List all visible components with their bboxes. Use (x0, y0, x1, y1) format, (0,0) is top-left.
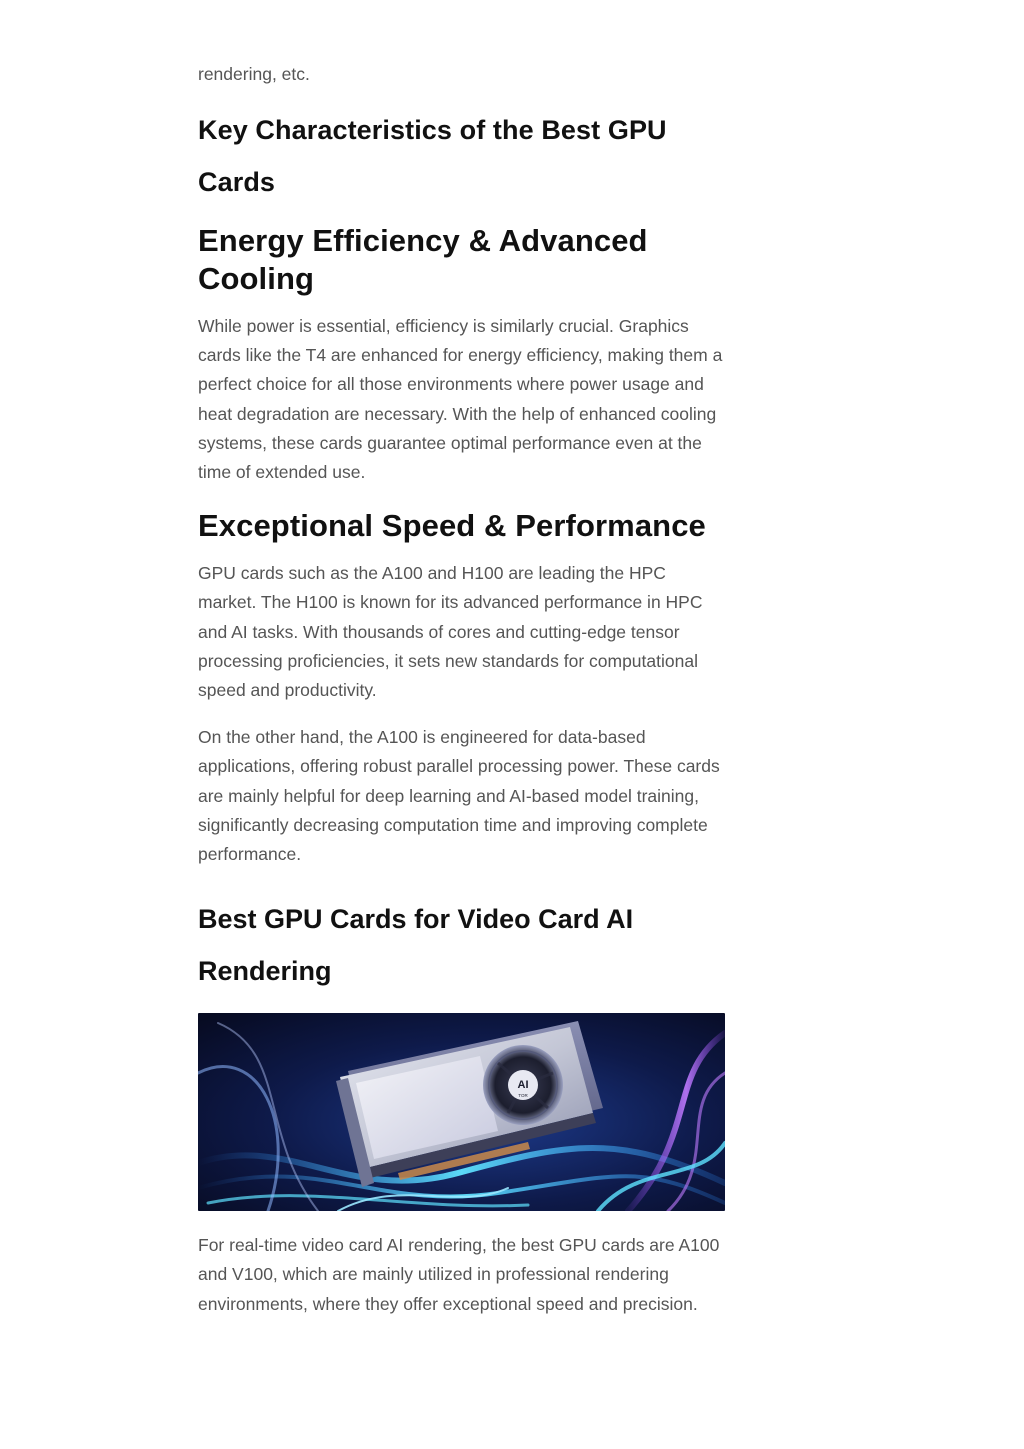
heading-best-line2: Rendering (198, 956, 332, 987)
heading-energy-efficiency (198, 222, 728, 298)
best-paragraph: For real-time video card AI rendering, the best GPU cards are A100 and V100, which are mainly utilized in professional rendering environments, where they offer exceptional speed and precision. (198, 1235, 720, 1314)
gpu-card-image (198, 1013, 725, 1211)
heading-best-gpu-cards (198, 893, 728, 997)
speed-paragraph-2: On the other hand, the A100 is engineered for data-based applications, offering robust parallel processing power. These cards are mainly helpful for deep learning and AI-based model training, significantly decreasing computation time and improving complete performance. (198, 727, 720, 865)
gpu-badge-subtext: TOR (518, 1093, 528, 1099)
heading-energy-line1: Energy Efficiency & Advanced (198, 223, 648, 258)
article-column (198, 0, 728, 1319)
heading-best-line1: Best GPU Cards for Video Card AI (198, 904, 634, 935)
heading-exceptional-speed: Exceptional Speed & Performance (198, 508, 706, 544)
lead-fragment-text: rendering, etc. (198, 64, 310, 84)
heading-key-line1: Key Characteristics of the Best GPU (198, 115, 667, 145)
speed-paragraph-1: GPU cards such as the A100 and H100 are leading the HPC market. The H100 is known for its advanced performance in HPC and AI tasks. With thousands of cores and cutting-edge tensor processing proficiencies, it sets new standards for computational speed and productivity. (198, 563, 703, 701)
heading-key-characteristics (198, 104, 728, 208)
heading-key-line2: Cards (198, 167, 276, 197)
heading-energy-line2: Cooling (198, 261, 315, 296)
energy-paragraph: While power is essential, efficiency is similarly crucial. Graphics cards like the T4 are enhanced for energy efficiency, making them a perfect choice for all those environments where power usage and heat degradation are necessary. With the help of enhanced cooling systems, these cards guarantee optimal performance even at the time of extended use. (198, 316, 723, 483)
gpu-badge-text: AI (517, 1079, 529, 1092)
